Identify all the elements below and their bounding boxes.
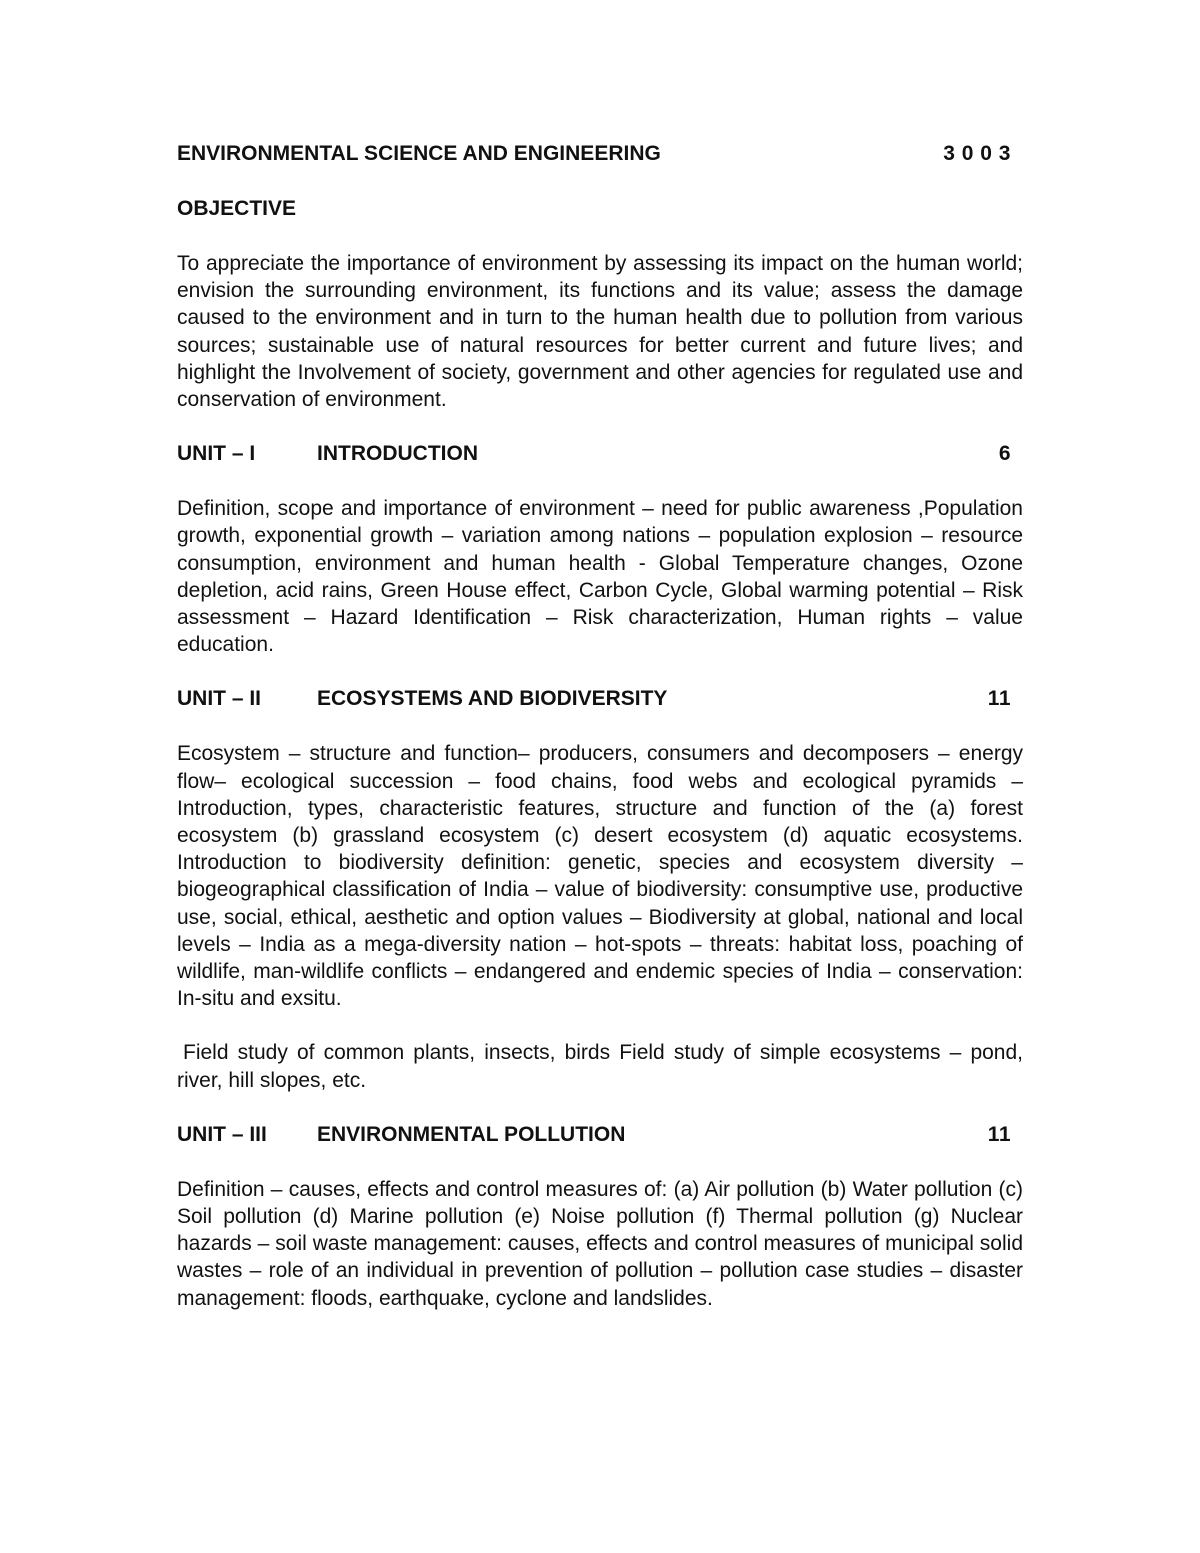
unit-hours: 6 (998, 442, 1011, 466)
unit-1-text: Definition, scope and importance of environment – need for public awareness ,Population growth, exponential growth – variation among nations – population explosion – resource consumption, environment and human health - Global Temperature changes, Ozone depletion, acid rains, Green House effect, Carbon Cycle, Global warming potential – Risk assessment – Hazard Identification – Risk characterization, Human rights – value education. (177, 497, 1023, 657)
objective-heading: OBJECTIVE (177, 197, 297, 220)
unit-label: UNIT – III (177, 1122, 267, 1146)
unit-title: ECOSYSTEMS AND BIODIVERSITY (317, 687, 668, 711)
unit-hours: 11 (987, 1122, 1011, 1146)
unit-label: UNIT – II (177, 687, 262, 711)
unit-label: UNIT – I (177, 442, 256, 466)
objective-text: To appreciate the importance of environment by assessing its impact on the human world; envision the surrounding environment, its functions and its value; assess the damage caused to the environment and in turn to the human health due to pollution from various sources; sustainable use of natural resources for better current and future lives; and highlight the Involvement of society, government and other agencies for regulated use and conservation of environment. (177, 252, 1023, 412)
unit-title: ENVIRONMENTAL POLLUTION (317, 1122, 626, 1146)
unit-hours: 11 (987, 687, 1011, 711)
course-credits: 3 0 0 3 (943, 142, 1011, 165)
unit-title: INTRODUCTION (317, 442, 478, 466)
unit-1-header (177, 440, 1023, 468)
syllabus-page (177, 140, 1023, 1312)
unit-2-header (177, 685, 1023, 713)
unit-2-field-study: Field study of common plants, insects, birds Field study of simple ecosystems – pond, river, hill slopes, etc. (177, 1041, 1023, 1092)
course-header (177, 140, 1023, 168)
unit-3-header (177, 1121, 1023, 1149)
unit-3-text: Definition – causes, effects and control measures of: (a) Air pollution (b) Water pollution (c) Soil pollution (d) Marine pollution (e) Noise pollution (f) Thermal pollution (g) Nuclear hazards – soil waste management: causes, effects and control measures of municipal solid wastes – role of an individual in prevention of pollution – pollution case studies – disaster management: floods, earthquake, cyclone and landslides. (177, 1177, 1023, 1310)
unit-2-text: Ecosystem – structure and function– producers, consumers and decomposers – energy flow– ecological succession – food chains, food webs and ecological pyramids – Introduction, types, characteristic features, structure and function of the (a) forest ecosystem (b) grassland ecosystem (c) desert ecosystem (d) aquatic ecosystems. Introduction to biodiversity definition: genetic, species and ecosystem diversity – biogeographical classification of India – value of biodiversity: consumptive use, productive use, social, ethical, aesthetic and option values – Biodiversity at global, national and local levels – India as a mega-diversity nation – hot-spots – threats: habitat loss, poaching of wildlife, man-wildlife conflicts – endangered and endemic species of India – conservation: In-situ and exsitu. (177, 742, 1023, 1011)
course-title: ENVIRONMENTAL SCIENCE AND ENGINEERING (177, 142, 661, 165)
